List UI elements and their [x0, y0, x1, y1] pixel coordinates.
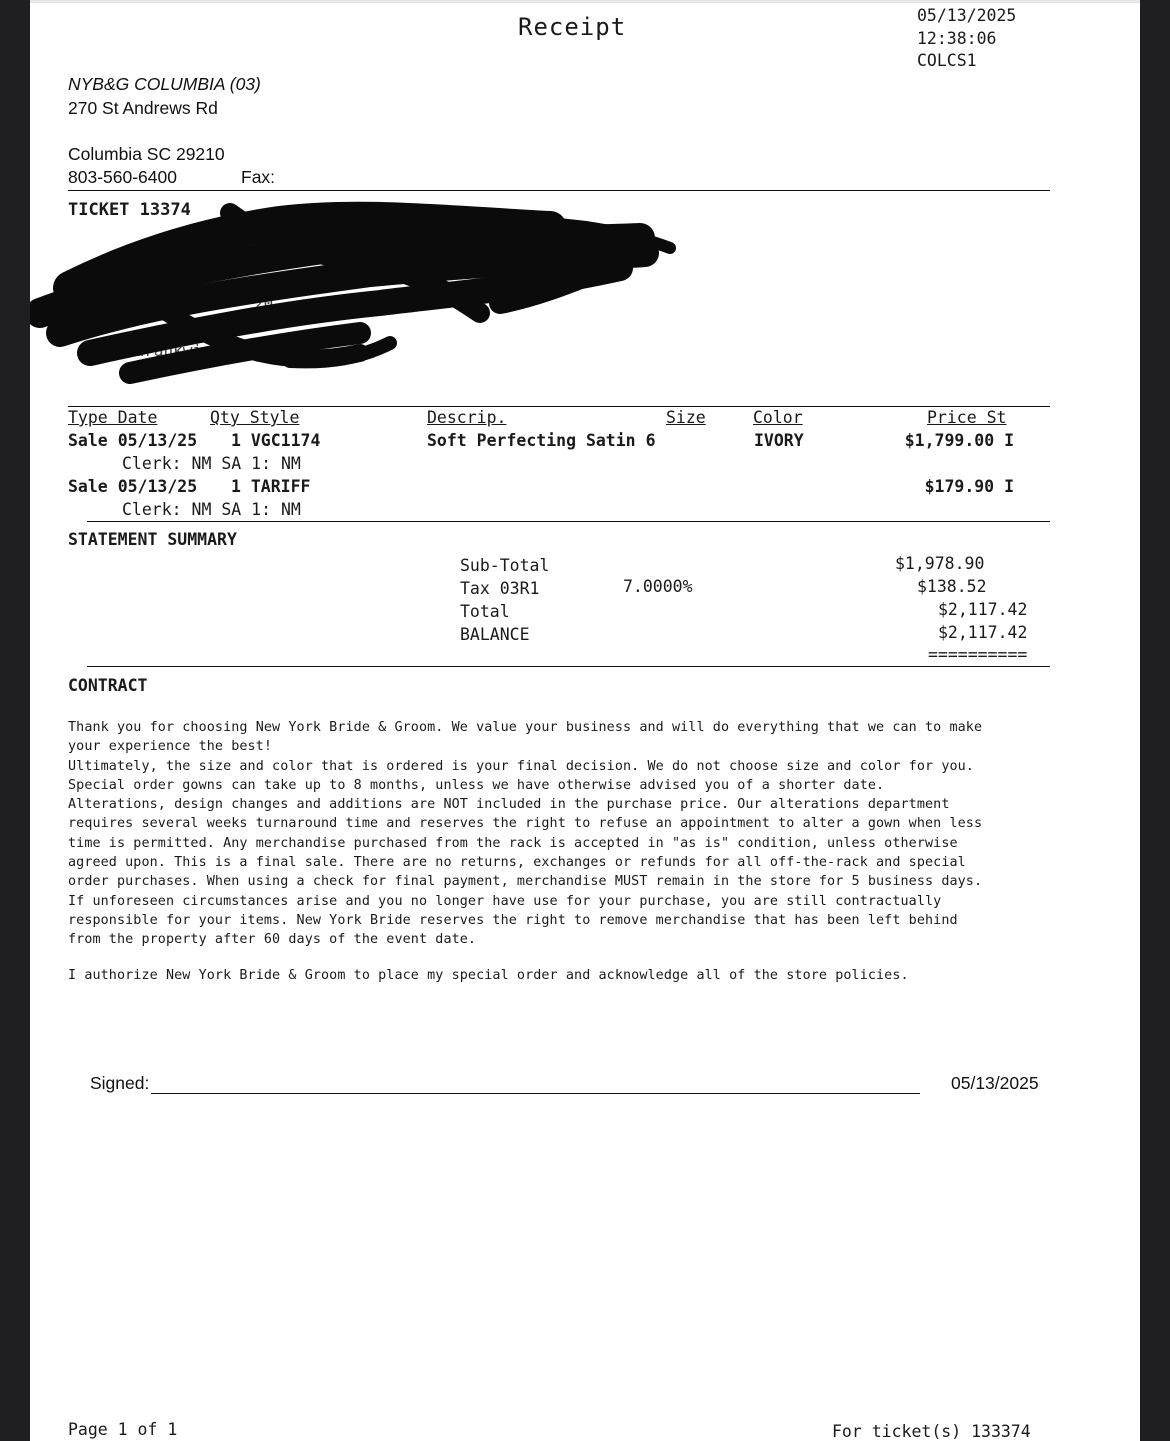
- row-qty: 1: [231, 431, 241, 450]
- balance-value: $2,117.42: [938, 623, 1028, 642]
- receipt-page: [30, 0, 1140, 1441]
- row-descrip: Soft Perfecting Satin: [427, 431, 636, 450]
- row-style: TARIFF: [250, 477, 311, 496]
- row-status: I: [1004, 431, 1014, 450]
- total-value: $2,117.42: [938, 600, 1028, 619]
- store-fax-label: Fax:: [241, 167, 276, 187]
- contract-title: CONTRACT: [68, 676, 148, 695]
- signature-date: 05/13/2025: [951, 1073, 1039, 1093]
- store-name: NYB&G COLUMBIA (03): [68, 74, 261, 94]
- row-style: VGC1174: [250, 431, 321, 450]
- contract-body: Thank you for choosing New York Bride & Groom. We value your business and will do everything that we can to make your experience the best! Ultimately, the size and color that is ordered is your final decision. We do not choose size and color for you. Special order gowns can take up to 8 months, unless we have otherwise advised you of a shorter date. Alterations, design changes and additions are NOT included in the purchase price. Our alterations department requires several weeks turnaround time and reserves the right to refuse an appointment to alter a gown when less time is permitted. Any merchandise purchased from the rack is accepted in "as is" condition, unless otherwise agreed upon. This is a final sale. There are no returns, exchanges or refunds for all off-the-rack and special order purchases. When using a check for final payment, merchandise MUST remain in the store for 5 business days. If unforeseen circumstances arise and you no longer have use for your purchase, you are still contractually responsible for your items. New York Bride reserves the right to remove merchandise that has been left behind from the property after 60 days of the event date.: [68, 720, 983, 948]
- row-price: $179.90: [924, 477, 995, 496]
- col-type-date: Type Date: [68, 408, 158, 427]
- balance-label: BALANCE: [460, 625, 530, 644]
- signed-label: Signed:: [90, 1073, 150, 1093]
- signature-line[interactable]: [151, 1093, 920, 1094]
- tax-label: Tax 03R1: [460, 579, 540, 598]
- print-time: 12:38:06: [917, 28, 997, 48]
- redaction-scribble: [30, 193, 690, 403]
- col-color: Color: [753, 408, 803, 427]
- row-qty: 1: [231, 477, 241, 496]
- row-clerk: Clerk: NM SA 1: NM: [122, 454, 301, 473]
- print-date: 05/13/2025: [917, 6, 1017, 25]
- customer-residual-6: 20: [254, 294, 274, 313]
- customer-residual-4: S: [263, 270, 273, 289]
- customer-residual-7: sarahkwiggi: [125, 341, 231, 360]
- ticket-number-tail: 374: [160, 200, 191, 220]
- customer-residual-2: egiste: [463, 247, 521, 266]
- row-qty-style: [231, 431, 320, 451]
- station-id: COLCS1: [917, 51, 977, 70]
- row-color: IVORY: [754, 431, 804, 450]
- row-qty-style: [231, 477, 310, 497]
- ticket-label-text: TICKET 13: [68, 200, 161, 220]
- table-row: [68, 477, 197, 497]
- subtotal-value: $1,978.90: [895, 554, 985, 573]
- tax-rate: 7.0000%: [623, 577, 693, 596]
- row-status: I: [1004, 477, 1014, 496]
- row-price-status: [850, 431, 1014, 451]
- header-divider: [68, 190, 1050, 191]
- row-size: 6: [645, 431, 656, 450]
- store-city-state-zip: Columbia SC 29210: [68, 144, 225, 164]
- subtotal-label: Sub-Total: [460, 556, 550, 575]
- double-rule: ==========: [928, 645, 1028, 664]
- receipt-title: Receipt: [518, 13, 627, 41]
- total-label: Total: [460, 602, 510, 621]
- row-date: 05/13/25: [117, 431, 198, 450]
- col-price-st: Price St: [927, 408, 1007, 427]
- store-phone: 803-560-6400: [68, 167, 177, 187]
- row-descrip-size: [427, 431, 656, 451]
- col-descrip: Descrip.: [427, 408, 507, 427]
- footer-ticket: For ticket(s) 133374: [832, 1422, 1031, 1441]
- items-top-rule: [68, 406, 1050, 407]
- col-qty-style: Qty Style: [210, 408, 300, 427]
- row-price-status: [850, 477, 1014, 497]
- col-size: Size: [666, 408, 706, 427]
- row-price: $1,799.00: [904, 431, 995, 450]
- items-bottom-rule: [87, 521, 1050, 522]
- table-row: [68, 431, 197, 451]
- row-type: Sale: [68, 477, 108, 496]
- summary-bottom-rule: [87, 666, 1050, 667]
- store-address: 270 St Andrews Rd: [68, 98, 218, 118]
- row-clerk: Clerk: NM SA 1: NM: [122, 500, 301, 519]
- tax-value: $138.52: [917, 577, 987, 596]
- summary-title: STATEMENT SUMMARY: [68, 530, 237, 549]
- authorization-text: I authorize New York Bride & Groom to place my special order and acknowledge all of the store policies.: [68, 968, 909, 983]
- header-meta: [917, 5, 1016, 73]
- customer-residual-1: Bride: [285, 223, 334, 242]
- customer-residual-5: a: [201, 294, 211, 313]
- summary-labels: [460, 554, 549, 646]
- page-count: Page 1 of 1: [68, 1420, 178, 1439]
- row-date: 05/13/25: [117, 477, 198, 496]
- customer-residual-3: D: [178, 270, 188, 289]
- row-type: Sale: [68, 431, 108, 450]
